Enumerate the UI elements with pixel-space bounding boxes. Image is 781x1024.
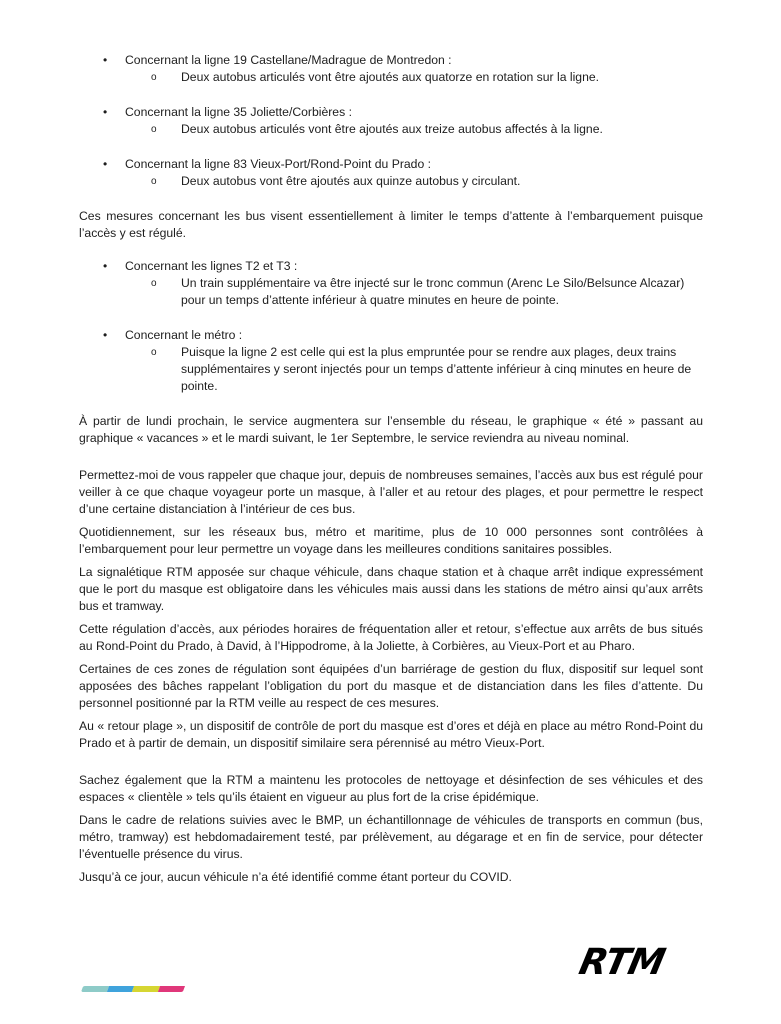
- bullet-icon: •: [103, 105, 108, 119]
- hygiene-paragraph: Jusqu’à ce jour, aucun véhicule n’a été identifié comme étant porteur du COVID.: [79, 870, 512, 884]
- sub-bullet-icon: o: [151, 72, 157, 83]
- tram-lines: • Concernant les lignes T2 et T3 : o Un train supplémentaire va être injecté sur le tronc commun (Arenc Le Silo/Belsunce Alcazar) pour un temps d’attente inférieur à quatre minutes en heure de pointe.: [103, 259, 685, 307]
- sub-bullet-icon: o: [151, 278, 157, 289]
- color-segment: [132, 986, 160, 992]
- bullet-icon: •: [103, 157, 108, 171]
- regulation-paragraph: Au « retour plage », un dispositif de contrôle de port du masque est d’ores et déjà en place au métro Rond-Point du Prado et à partir de demain, un dispositif similaire sera pérennisé au métro Vieux-Port.: [79, 719, 703, 750]
- bullet-icon: •: [103, 53, 108, 67]
- hygiene-paragraph: Dans le cadre de relations suivies avec le BMP, un échantillonnage de véhicules de transports en commun (bus, métro, tramway) est hebdomadairement testé, par prélèvement, au dégarage et en fin de service, pour détecter l’éventuelle présence du virus.: [79, 813, 703, 861]
- brand-color-bar: [81, 986, 185, 992]
- document-page: [79, 52, 703, 892]
- color-segment: [157, 986, 185, 992]
- bullet-icon: •: [103, 328, 108, 342]
- bus-measures-paragraph: Ces mesures concernant les bus visent essentiellement à limiter le temps d’attente à l’embarquement puisque l’accès y est régulé.: [79, 209, 703, 240]
- regulation-paragraph: Permettez-moi de vous rappeler que chaque jour, depuis de nombreuses semaines, l’accès aux bus est régulé pour veiller à ce que chaque voyageur porte un masque, à l’aller et au retour des plages, et pour permettre le respect d’une certaine distanciation à l’intérieur de ces bus.: [79, 468, 703, 516]
- color-segment: [81, 986, 109, 992]
- hygiene-paragraph: Sachez également que la RTM a maintenu les protocoles de nettoyage et désinfection de ses véhicules et des espaces « clientèle » tels qu’ils étaient en vigueur au plus fort de la crise épidémique.: [79, 773, 703, 804]
- service-paragraph: À partir de lundi prochain, le service augmentera sur l’ensemble du réseau, le graphique « été » passant au graphique « vacances » et le mardi suivant, le 1er Septembre, le service reviendra au niveau nominal.: [79, 414, 703, 445]
- color-segment: [106, 986, 134, 992]
- sub-bullet-icon: o: [151, 124, 157, 135]
- bus-line-19: • Concernant la ligne 19 Castellane/Madrague de Montredon : o Deux autobus articulés vont être ajoutés aux quatorze en rotation sur la ligne.: [103, 53, 600, 84]
- regulation-paragraph: Cette régulation d’accès, aux périodes horaires de fréquentation aller et retour, s’effectue aux arrêts de bus situés au Rond-Point du Prado, à David, à l’Hippodrome, à la Joliette, à Corbières, au Vieux-Port et au Pharo.: [79, 622, 703, 653]
- bus-line-83: • Concernant la ligne 83 Vieux-Port/Rond-Point du Prado : o Deux autobus vont être ajoutés aux quinze autobus y circulant.: [103, 157, 521, 188]
- regulation-paragraph: Quotidiennement, sur les réseaux bus, métro et maritime, plus de 10 000 personnes sont contrôlées à l’embarquement pour leur permettre un voyage dans les meilleures conditions sanitaires possibles.: [79, 525, 703, 556]
- metro-lines: • Concernant le métro : o Puisque la ligne 2 est celle qui est la plus empruntée pour se rendre aux plages, deux trains supplémentaires y seront injectés pour un temps d’attente inférieur à cinq minutes en heure de pointe.: [103, 328, 692, 393]
- rtm-logo: RTM: [575, 942, 668, 983]
- bus-line-35: • Concernant la ligne 35 Joliette/Corbières : o Deux autobus articulés vont être ajoutés aux treize autobus affectés à la ligne.: [103, 105, 603, 136]
- sub-bullet-icon: o: [151, 176, 157, 187]
- regulation-paragraph: La signalétique RTM apposée sur chaque véhicule, dans chaque station et à chaque arrêt indique expressément que le port du masque est obligatoire dans les véhicules mais aussi dans les stations de métro ainsi qu’aux arrêts bus et tramway.: [79, 565, 703, 613]
- bullet-icon: •: [103, 259, 108, 273]
- sub-bullet-icon: o: [151, 347, 157, 358]
- regulation-paragraph: Certaines de ces zones de régulation sont équipées d’un barriérage de gestion du flux, dispositif sur lequel sont apposées des bâches rappelant l’obligation du port du masque et de distanciation dans les files d’attente. Du personnel positionné par la RTM veille au respect de ces mesures.: [79, 662, 703, 710]
